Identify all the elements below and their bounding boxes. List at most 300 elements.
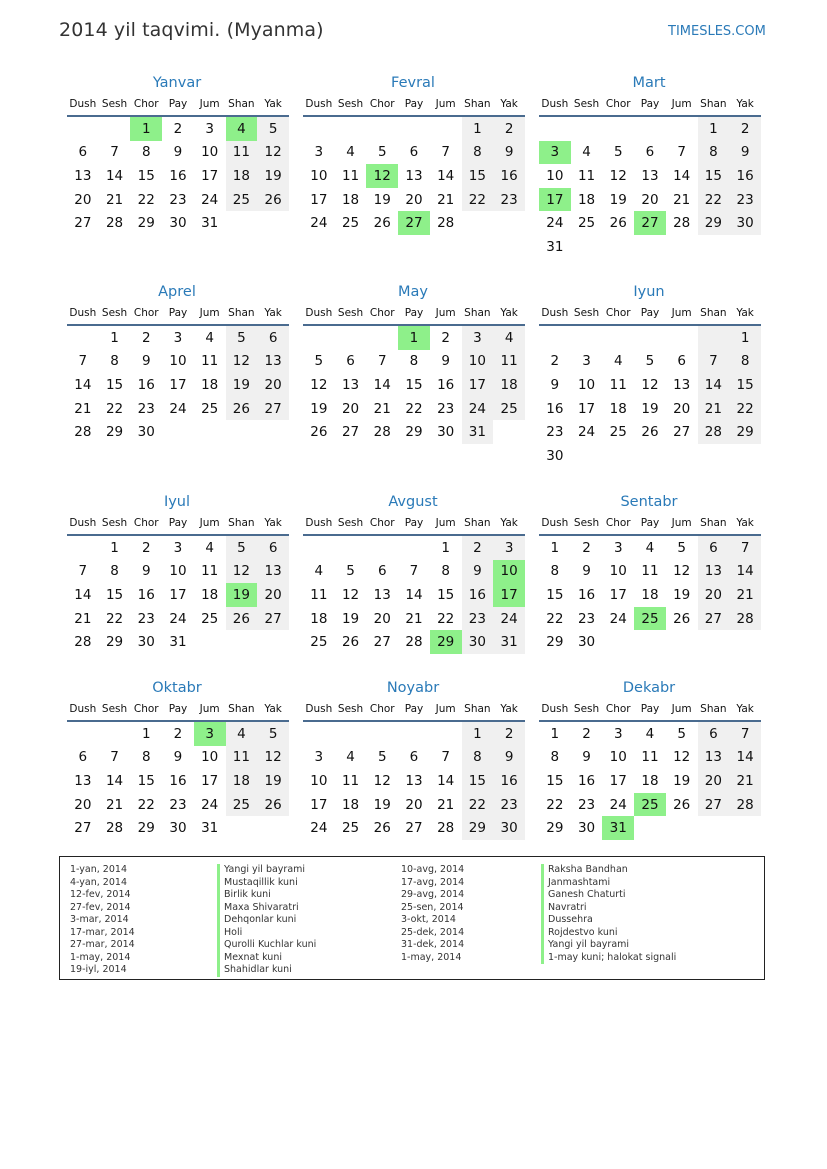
weekday-header: Chor (366, 512, 398, 535)
day-cell: 6 (698, 535, 730, 560)
month-iyul (67, 492, 289, 654)
weekday-header: Yak (493, 698, 525, 721)
legend-dates-col-2 (401, 864, 464, 964)
empty-cell (366, 721, 398, 746)
day-cell: 16 (137, 586, 155, 603)
day-cell: 20 (257, 373, 289, 397)
weekday-header: Shan (462, 93, 494, 116)
day-cell: 20 (641, 191, 659, 208)
day-cell: 30 (546, 447, 564, 464)
day-cell: 11 (577, 167, 596, 184)
day-cell: 9 (173, 749, 183, 766)
empty-cell (602, 444, 634, 468)
day-cell: 9 (729, 141, 761, 165)
day-cell: 18 (310, 610, 328, 627)
day-cell: 14 (437, 772, 455, 789)
day-cell: 8 (550, 563, 560, 580)
day-cell: 1 (729, 325, 761, 350)
day-cell: 15 (105, 376, 124, 393)
weekday-header: Chor (366, 302, 398, 325)
legend-holiday-name: Yangi yil bayrami (541, 939, 676, 952)
weekday-header: Pay (398, 698, 430, 721)
day-cell: 24 (310, 215, 328, 232)
day-cell: 19 (257, 164, 289, 188)
weekday-header: Dush (67, 302, 99, 325)
day-cell: 22 (546, 796, 564, 813)
empty-cell (335, 116, 367, 141)
day-cell: 23 (462, 607, 494, 631)
day-cell: 27 (257, 607, 289, 631)
day-cell: 17 (577, 400, 596, 417)
weekday-header: Yak (257, 698, 289, 721)
weekday-header: Pay (162, 698, 194, 721)
day-cell: 5 (377, 749, 387, 766)
legend-holiday-name: Janmashtami (541, 877, 676, 890)
month-fevral (303, 73, 525, 235)
day-cell: 3 (462, 325, 494, 350)
legend-holiday-name: Navratri (541, 902, 676, 915)
day-cell: 12 (310, 376, 328, 393)
day-cell: 1 (110, 539, 119, 556)
weekday-header: Jum (194, 698, 226, 721)
weekday-header: Pay (634, 512, 666, 535)
month-avgust (303, 492, 525, 654)
month-title: Aprel (158, 284, 196, 300)
day-cell: 25 (341, 215, 360, 232)
legend-holiday-name: Mexnat kuni (217, 952, 316, 965)
day-cell: 12 (257, 141, 289, 165)
empty-cell (539, 116, 571, 141)
day-cell: 16 (493, 769, 525, 793)
day-cell: 4 (314, 563, 324, 580)
empty-cell (226, 816, 258, 840)
day-cell: 22 (137, 796, 155, 813)
empty-cell (257, 211, 289, 235)
month-may (303, 282, 525, 444)
weekday-header: Pay (398, 512, 430, 535)
day-cell: 12 (609, 167, 627, 184)
day-cell: 13 (698, 560, 730, 584)
day-cell: 11 (226, 141, 258, 165)
day-cell: 30 (493, 816, 525, 840)
empty-cell (666, 325, 698, 350)
day-cell: 7 (409, 563, 419, 580)
day-cell: 28 (698, 420, 730, 444)
day-cell: 29 (698, 211, 730, 235)
day-cell: 2 (462, 535, 494, 560)
day-cell: 26 (673, 796, 691, 813)
day-cell: 25 (201, 400, 219, 417)
empty-cell (571, 235, 603, 259)
day-cell: 21 (74, 610, 92, 627)
day-cell: 14 (105, 167, 124, 184)
weekday-header: Dush (303, 93, 335, 116)
day-cell: 16 (462, 583, 494, 607)
day-cell: 18 (201, 376, 219, 393)
day-cell: 23 (169, 796, 187, 813)
legend-date: 27-mar, 2014 (70, 939, 135, 950)
day-cell: 2 (582, 725, 591, 742)
weekday-header: Chor (602, 512, 634, 535)
day-cell: 28 (405, 634, 423, 651)
day-cell: 14 (74, 376, 92, 393)
day-cell: 2 (173, 120, 183, 137)
empty-cell (634, 816, 666, 840)
day-cell: 16 (577, 586, 596, 603)
day-cell: 14 (74, 586, 92, 603)
page-title: 2014 yil taqvimi. (Myanma) (59, 19, 324, 41)
day-cell: 5 (346, 563, 355, 580)
weekday-header: Chor (130, 698, 162, 721)
day-cell: 19 (609, 191, 627, 208)
day-cell: 27 (341, 424, 360, 441)
day-cell: 11 (201, 563, 219, 580)
empty-cell (493, 211, 525, 235)
day-cell: 28 (105, 820, 124, 837)
day-cell: 3 (194, 721, 226, 746)
day-cell: 23 (729, 188, 761, 212)
weekday-header: Yak (493, 302, 525, 325)
day-cell: 4 (226, 721, 258, 746)
day-cell: 16 (169, 167, 187, 184)
day-cell: 26 (641, 424, 659, 441)
weekday-header: Jum (666, 512, 698, 535)
day-cell: 2 (729, 116, 761, 141)
day-cell: 19 (373, 191, 391, 208)
day-cell: 18 (577, 191, 596, 208)
day-cell: 31 (493, 630, 525, 654)
day-cell: 9 (582, 563, 591, 580)
empty-cell (226, 630, 258, 654)
day-cell: 29 (105, 634, 124, 651)
day-cell: 24 (577, 424, 596, 441)
weekday-header: Sesh (571, 302, 603, 325)
legend-date: 3-okt, 2014 (401, 914, 456, 925)
day-cell: 2 (493, 721, 525, 746)
day-cell: 1 (462, 721, 494, 746)
day-cell: 9 (582, 749, 591, 766)
day-cell: 28 (74, 424, 92, 441)
weekday-header: Shan (698, 512, 730, 535)
weekday-header: Jum (430, 93, 462, 116)
day-cell: 2 (493, 116, 525, 141)
day-cell: 24 (609, 610, 627, 627)
month-title: Dekabr (622, 680, 676, 696)
day-cell: 8 (409, 353, 419, 370)
day-cell: 14 (729, 746, 761, 770)
weekday-header: Shan (698, 302, 730, 325)
legend-holiday-name: Ganesh Chaturti (541, 889, 676, 902)
empty-cell (430, 116, 462, 141)
day-cell: 3 (493, 535, 525, 560)
empty-cell (729, 235, 761, 259)
day-cell: 17 (310, 796, 328, 813)
weekday-header: Yak (493, 93, 525, 116)
day-cell: 7 (729, 721, 761, 746)
day-cell: 25 (226, 793, 258, 817)
day-cell: 6 (257, 325, 289, 350)
day-cell: 14 (729, 560, 761, 584)
day-cell: 20 (405, 796, 423, 813)
empty-cell (303, 116, 335, 141)
day-cell: 1 (441, 539, 450, 556)
legend-date: 25-dek, 2014 (401, 926, 465, 938)
day-cell: 11 (493, 350, 525, 374)
empty-cell (698, 630, 730, 654)
legend-holiday-name: Raksha Bandhan (541, 864, 676, 877)
day-cell: 29 (137, 215, 155, 232)
day-cell: 13 (257, 560, 289, 584)
day-cell: 16 (577, 772, 596, 789)
day-cell: 8 (698, 141, 730, 165)
legend-names-col-2 (541, 864, 676, 964)
day-cell: 18 (341, 191, 360, 208)
day-cell: 17 (539, 188, 571, 212)
weekday-header: Jum (194, 302, 226, 325)
day-cell: 19 (226, 583, 258, 607)
day-cell: 20 (74, 191, 92, 208)
day-cell: 13 (257, 350, 289, 374)
weekday-header: Pay (162, 93, 194, 116)
day-cell: 23 (437, 400, 455, 417)
weekday-header: Dush (303, 698, 335, 721)
day-cell: 15 (137, 167, 155, 184)
empty-cell (303, 325, 335, 350)
day-cell: 27 (398, 211, 430, 235)
day-cell: 21 (673, 191, 691, 208)
day-cell: 10 (493, 560, 525, 584)
day-cell: 1 (550, 539, 560, 556)
day-cell: 19 (673, 772, 691, 789)
empty-cell (366, 116, 398, 141)
day-cell: 17 (169, 586, 187, 603)
day-cell: 15 (437, 586, 455, 603)
legend-holiday-name: Qurolli Kuchlar kuni (217, 939, 316, 952)
day-cell: 17 (609, 772, 627, 789)
day-cell: 7 (729, 535, 761, 560)
day-cell: 21 (437, 796, 455, 813)
empty-cell (729, 444, 761, 468)
weekday-header: Chor (602, 93, 634, 116)
day-cell: 8 (441, 563, 450, 580)
legend-date: 10-avg, 2014 (401, 864, 465, 875)
weekday-header: Chor (366, 698, 398, 721)
day-cell: 22 (437, 610, 455, 627)
weekday-header: Chor (602, 302, 634, 325)
weekday-header: Pay (162, 302, 194, 325)
day-cell: 3 (613, 539, 623, 556)
weekday-header: Shan (462, 698, 494, 721)
legend-holiday-name: Holi (217, 927, 316, 940)
empty-cell (634, 116, 666, 141)
day-cell: 6 (78, 749, 88, 766)
day-cell: 10 (310, 772, 328, 789)
day-cell: 21 (105, 191, 124, 208)
day-cell: 18 (341, 796, 360, 813)
day-cell: 31 (201, 820, 219, 837)
weekday-header: Sesh (99, 302, 131, 325)
legend-date: 29-avg, 2014 (401, 889, 465, 900)
day-cell: 25 (577, 215, 596, 232)
day-cell: 2 (173, 725, 183, 742)
day-cell: 2 (441, 329, 450, 346)
weekday-header: Yak (729, 93, 761, 116)
day-cell: 18 (493, 373, 525, 397)
day-cell: 30 (729, 211, 761, 235)
day-cell: 27 (405, 820, 423, 837)
day-cell: 11 (201, 353, 219, 370)
day-cell: 29 (729, 420, 761, 444)
day-cell: 23 (577, 796, 596, 813)
weekday-header: Jum (194, 93, 226, 116)
day-cell: 17 (462, 373, 494, 397)
day-cell: 12 (373, 772, 391, 789)
day-cell: 1 (398, 325, 430, 350)
day-cell: 4 (205, 539, 214, 556)
day-cell: 7 (677, 144, 686, 161)
day-cell: 26 (226, 607, 258, 631)
day-cell: 14 (673, 167, 691, 184)
day-cell: 2 (141, 329, 151, 346)
empty-cell (729, 630, 761, 654)
day-cell: 6 (677, 353, 686, 370)
day-cell: 10 (169, 353, 187, 370)
day-cell: 18 (201, 586, 219, 603)
weekday-header: Shan (462, 302, 494, 325)
legend-holiday-name: Birlik kuni (217, 889, 316, 902)
day-cell: 25 (609, 424, 627, 441)
day-cell: 3 (173, 329, 183, 346)
empty-cell (257, 630, 289, 654)
day-cell: 26 (257, 793, 289, 817)
weekday-header: Sesh (571, 698, 603, 721)
month-dekabr (539, 678, 761, 840)
day-cell: 3 (314, 749, 324, 766)
day-cell: 7 (698, 350, 730, 374)
day-cell: 14 (405, 586, 423, 603)
legend-date: 12-fev, 2014 (70, 889, 131, 900)
empty-cell (571, 325, 603, 350)
empty-cell (634, 235, 666, 259)
day-cell: 30 (169, 820, 187, 837)
day-cell: 19 (673, 586, 691, 603)
day-cell: 10 (310, 167, 328, 184)
day-cell: 13 (673, 376, 691, 393)
weekday-header: Jum (194, 512, 226, 535)
month-title: Mart (632, 75, 666, 91)
day-cell: 7 (441, 749, 450, 766)
legend-date: 31-dek, 2014 (401, 939, 465, 950)
day-cell: 24 (462, 397, 494, 421)
day-cell: 27 (74, 215, 92, 232)
day-cell: 16 (493, 164, 525, 188)
day-cell: 18 (641, 772, 659, 789)
day-cell: 9 (493, 141, 525, 165)
weekday-header: Sesh (571, 93, 603, 116)
site-link[interactable]: TIMESLES.COM (668, 24, 766, 39)
weekday-header: Pay (398, 302, 430, 325)
day-cell: 31 (602, 816, 634, 840)
empty-cell (430, 721, 462, 746)
day-cell: 20 (698, 769, 730, 793)
day-cell: 25 (310, 634, 328, 651)
day-cell: 10 (462, 350, 494, 374)
day-cell: 9 (462, 560, 494, 584)
month-title: Avgust (388, 494, 438, 510)
day-cell: 5 (314, 353, 324, 370)
empty-cell (539, 325, 571, 350)
day-cell: 8 (141, 144, 151, 161)
day-cell: 19 (341, 610, 360, 627)
empty-cell (698, 325, 730, 350)
day-cell: 4 (205, 329, 214, 346)
day-cell: 6 (698, 721, 730, 746)
weekday-header: Pay (162, 512, 194, 535)
weekday-header: Sesh (99, 512, 131, 535)
day-cell: 5 (677, 725, 686, 742)
month-sentabr (539, 492, 761, 654)
day-cell: 18 (609, 400, 627, 417)
weekday-header: Chor (130, 302, 162, 325)
day-cell: 24 (546, 215, 564, 232)
day-cell: 9 (173, 144, 183, 161)
month-title: Noyabr (386, 680, 440, 696)
day-cell: 13 (373, 586, 391, 603)
day-cell: 1 (462, 116, 494, 141)
weekday-header: Pay (634, 698, 666, 721)
empty-cell (602, 325, 634, 350)
day-cell: 31 (201, 215, 219, 232)
month-title: Oktabr (152, 680, 202, 696)
day-cell: 13 (341, 376, 360, 393)
weekday-header: Jum (666, 698, 698, 721)
day-cell: 18 (226, 164, 258, 188)
day-cell: 13 (74, 772, 92, 789)
day-cell: 13 (74, 167, 92, 184)
day-cell: 23 (493, 793, 525, 817)
day-cell: 30 (137, 424, 155, 441)
day-cell: 23 (493, 188, 525, 212)
day-cell: 26 (257, 188, 289, 212)
day-cell: 20 (341, 400, 360, 417)
day-cell: 10 (169, 563, 187, 580)
day-cell: 20 (74, 796, 92, 813)
day-cell: 3 (613, 725, 623, 742)
day-cell: 25 (226, 188, 258, 212)
day-cell: 5 (226, 535, 258, 560)
day-cell: 23 (546, 424, 564, 441)
day-cell: 2 (141, 539, 151, 556)
day-cell: 8 (550, 749, 560, 766)
weekday-header: Yak (729, 512, 761, 535)
day-cell: 6 (377, 563, 387, 580)
legend-date: 1-may, 2014 (70, 951, 131, 963)
empty-cell (67, 325, 99, 350)
day-cell: 12 (673, 563, 691, 580)
empty-cell (335, 325, 367, 350)
day-cell: 28 (105, 215, 124, 232)
day-cell: 7 (78, 353, 88, 370)
day-cell: 28 (437, 215, 455, 232)
day-cell: 19 (310, 400, 328, 417)
day-cell: 22 (405, 400, 423, 417)
day-cell: 1 (698, 116, 730, 141)
day-cell: 22 (546, 610, 564, 627)
day-cell: 24 (169, 400, 187, 417)
legend-holiday-name: Rojdestvo kuni (541, 927, 676, 940)
empty-cell (67, 535, 99, 560)
weekday-header: Chor (366, 93, 398, 116)
